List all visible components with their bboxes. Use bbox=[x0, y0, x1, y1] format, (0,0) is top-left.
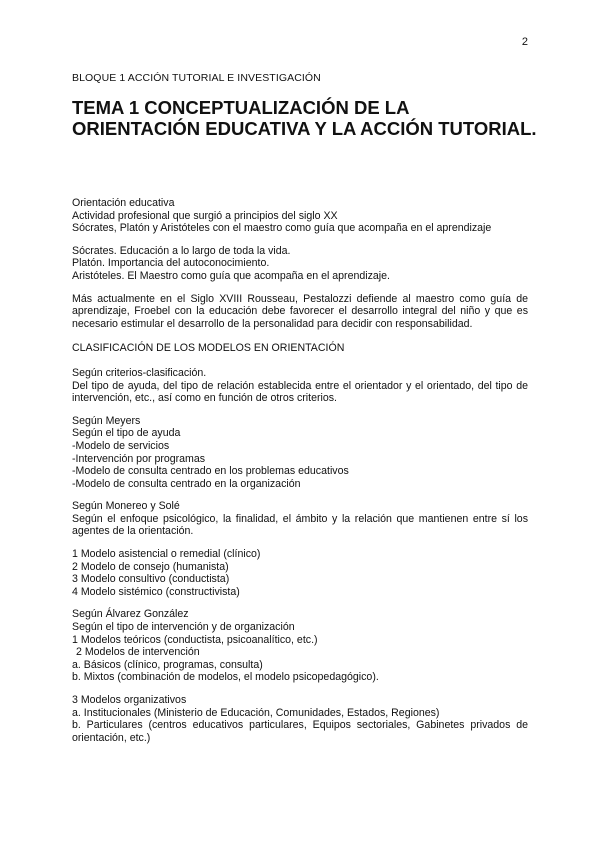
monereo-model-line: 3 Modelo consultivo (conductista) bbox=[72, 573, 230, 586]
meyers-line: Según el tipo de ayuda bbox=[72, 427, 181, 440]
intro-line: Sócrates, Platón y Aristóteles con el maestro como guía que acompaña en el aprendizaje bbox=[72, 222, 492, 235]
monereo-section bbox=[72, 500, 528, 538]
organizational-line: 3 Modelos organizativos bbox=[72, 694, 187, 706]
philosophers-section bbox=[72, 245, 528, 283]
intro-section bbox=[72, 197, 528, 235]
alvarez-line: a. Básicos (clínico, programas, consulta) bbox=[72, 658, 263, 671]
meyers-line: -Modelo de consulta centrado en los problemas educativos bbox=[72, 465, 349, 478]
alvarez-line: b. Mixtos (combinación de modelos, el modelo psicopedagógico). bbox=[72, 671, 379, 684]
intro-line: Orientación educativa bbox=[72, 197, 175, 209]
meyers-line: -Modelo de consulta centrado en la organización bbox=[72, 477, 301, 490]
monereo-model-line: 2 Modelo de consejo (humanista) bbox=[72, 560, 229, 573]
page-number: 2 bbox=[521, 36, 528, 48]
organizational-last-item: b. Particulares (centros educativos particulares, Equipos sectoriales, Gabinetes privados de orientación, etc.) bbox=[72, 719, 528, 744]
organizational-section bbox=[72, 694, 528, 744]
meyers-line: Según Meyers bbox=[72, 414, 141, 427]
intro-line: Actividad profesional que surgió a principios del siglo XX bbox=[72, 209, 338, 222]
alvarez-section bbox=[72, 608, 528, 684]
monereo-title: Según Monereo y Solé bbox=[72, 500, 180, 513]
monereo-model-line: 1 Modelo asistencial o remedial (clínico) bbox=[72, 548, 261, 561]
main-title: TEMA 1 CONCEPTUALIZACIÓN DE LA ORIENTACIÓN EDUCATIVA Y LA ACCIÓN TUTORIAL. bbox=[72, 97, 537, 139]
monereo-model-line: 4 Modelo sistémico (constructivista) bbox=[72, 585, 240, 598]
alvarez-line: 1 Modelos teóricos (conductista, psicoanalítico, etc.) bbox=[72, 633, 318, 646]
criteria-title: Según criterios-clasificación. bbox=[72, 366, 207, 379]
philosopher-line: Aristóteles. El Maestro como guía que acompaña en el aprendizaje. bbox=[72, 269, 390, 282]
meyers-line: -Modelo de servicios bbox=[72, 439, 170, 452]
philosopher-line: Sócrates. Educación a lo largo de toda la vida. bbox=[72, 244, 291, 257]
monereo-models-section bbox=[72, 548, 528, 598]
organizational-line: a. Institucionales (Ministerio de Educación, Comunidades, Estados, Regiones) bbox=[72, 706, 440, 719]
modern-paragraph: Más actualmente en el Siglo XVIII Rousseau, Pestalozzi defiende al maestro como guía de aprendizaje, Froebel con la educación debe favorecer el desarrollo integral del niño y que es necesario estimular el desarrollo de la personalidad para decidir con responsabilidad. bbox=[72, 292, 528, 330]
criteria-text: Del tipo de ayuda, del tipo de relación establecida entre el orientador y el orientado, del tipo de intervención, etc., así como en función de otros criterios. bbox=[72, 379, 528, 405]
alvarez-line: Según el tipo de intervención y de organización bbox=[72, 621, 295, 634]
monereo-text: Según el enfoque psicológico, la finalidad, el ámbito y la relación que mantienen entre sí los agentes de la orientación. bbox=[72, 512, 528, 538]
block-title: BLOQUE 1 ACCIÓN TUTORIAL E INVESTIGACIÓN bbox=[72, 72, 321, 84]
meyers-section bbox=[72, 415, 528, 491]
meyers-line: -Intervención por programas bbox=[72, 452, 206, 465]
criteria-section bbox=[72, 367, 528, 405]
document-body bbox=[72, 197, 528, 744]
philosopher-line: Platón. Importancia del autoconocimiento. bbox=[72, 257, 270, 270]
alvarez-line: 2 Modelos de intervención bbox=[76, 646, 200, 659]
alvarez-line: Según Álvarez González bbox=[72, 608, 189, 621]
classification-heading: CLASIFICACIÓN DE LOS MODELOS EN ORIENTACIÓN bbox=[72, 342, 345, 355]
